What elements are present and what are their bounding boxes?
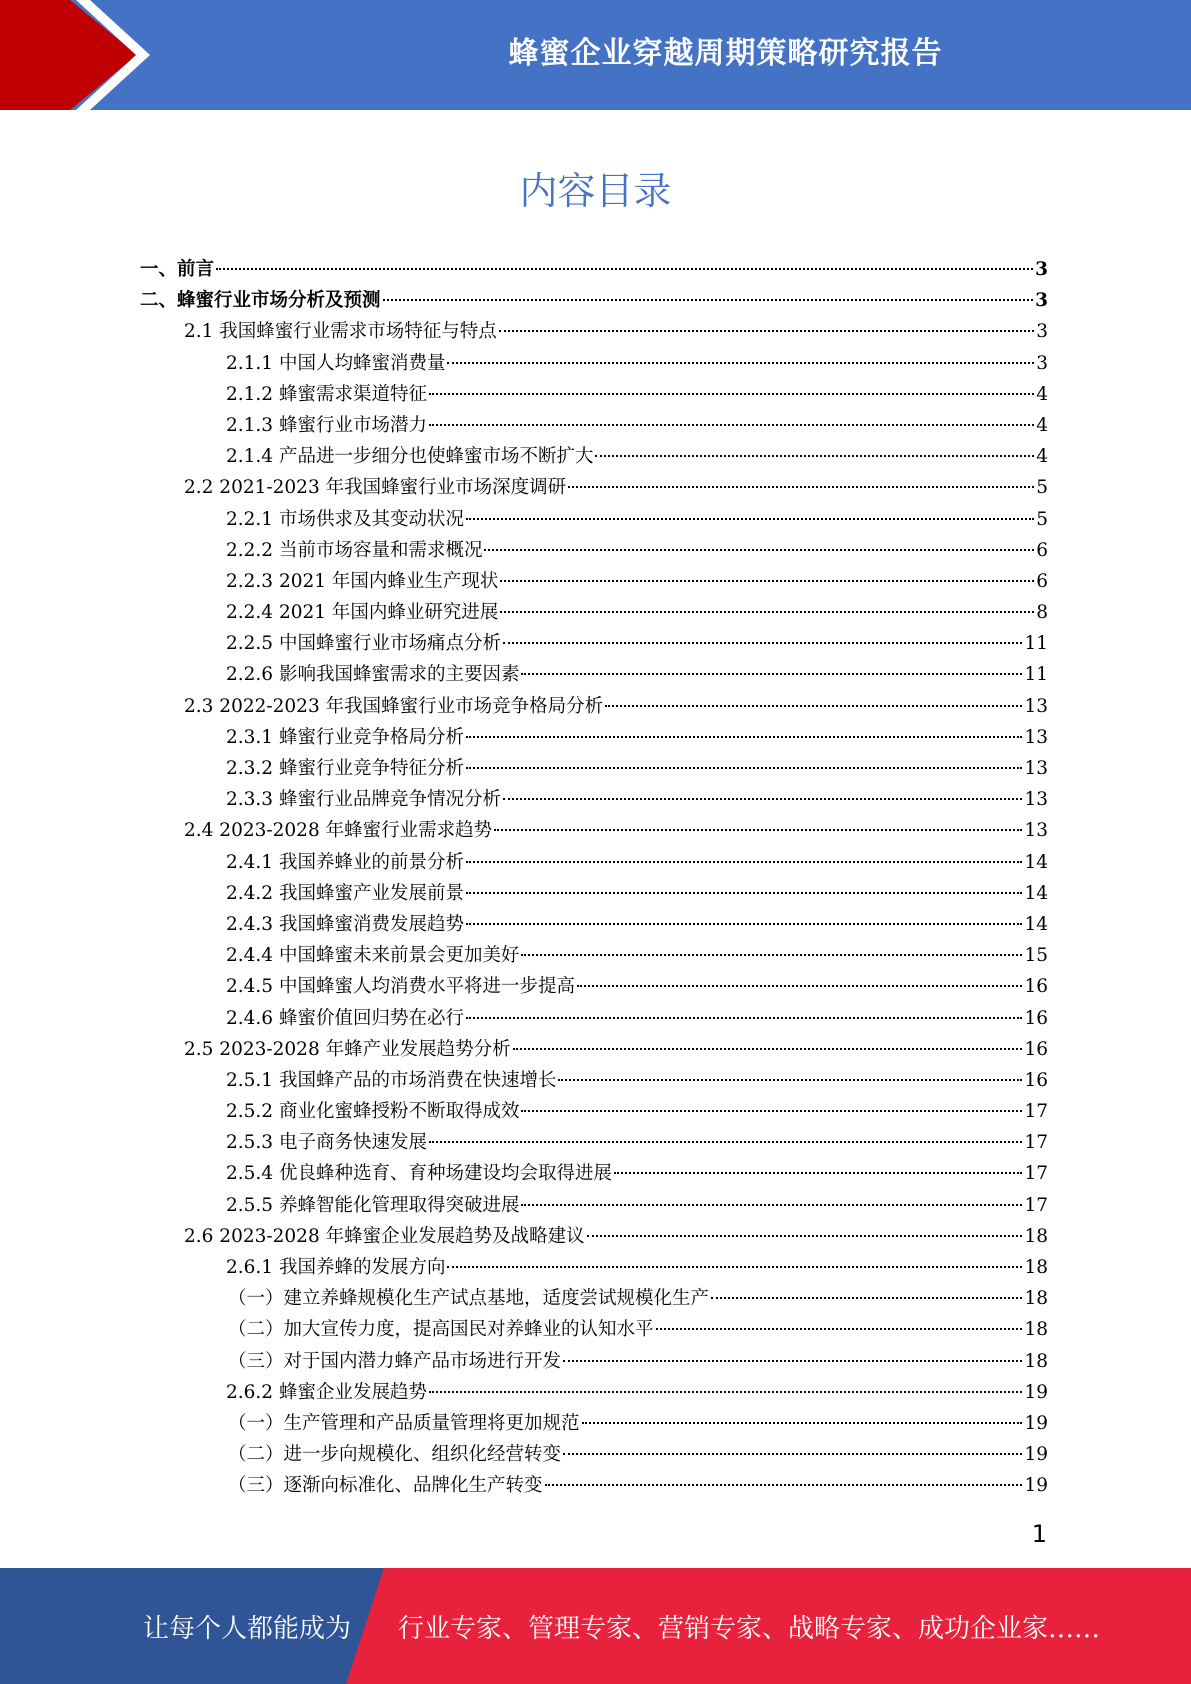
toc-entry-page: 17 <box>1024 1101 1048 1123</box>
toc-entry-text: （一）建立养蜂规模化生产试点基地，适度尝试规模化生产 <box>228 1288 710 1310</box>
toc-entry-text: （二）进一步向规模化、组织化经营转变 <box>228 1444 562 1466</box>
toc-dot-leader <box>513 1048 1023 1050</box>
toc-entry[interactable] <box>140 1158 1048 1189</box>
toc-entry-page: 11 <box>1024 633 1048 655</box>
table-of-contents <box>140 254 1048 1502</box>
page-number: 1 <box>1031 1520 1047 1548</box>
toc-entry[interactable] <box>140 1283 1048 1314</box>
toc-entry-text: 2.6.1 我国养蜂的发展方向 <box>226 1257 446 1278</box>
toc-entry[interactable] <box>140 940 1048 971</box>
toc-entry[interactable] <box>140 316 1048 347</box>
toc-entry[interactable] <box>140 1003 1048 1034</box>
footer-banner <box>0 1568 1191 1684</box>
toc-dot-leader <box>577 985 1022 987</box>
toc-entry-page: 16 <box>1024 1038 1048 1060</box>
toc-entry[interactable] <box>140 1346 1048 1377</box>
toc-entry[interactable] <box>140 815 1048 846</box>
toc-entry-page: 18 <box>1024 1319 1048 1341</box>
toc-entry-page: 17 <box>1024 1194 1048 1216</box>
toc-entry[interactable] <box>140 1221 1048 1252</box>
toc-entry-page: 13 <box>1024 695 1048 717</box>
toc-entry-text: 2.4.1 我国养蜂业的前景分析 <box>226 851 464 873</box>
footer-slogan-right: 行业专家、管理专家、营销专家、战略专家、成功企业家…… <box>398 1613 1101 1644</box>
toc-entry-page: 11 <box>1024 664 1048 686</box>
toc-entry[interactable] <box>140 535 1048 566</box>
toc-entry-page: 3 <box>1036 321 1048 343</box>
toc-dot-leader <box>429 1141 1022 1143</box>
toc-entry[interactable] <box>140 1408 1048 1439</box>
toc-entry[interactable] <box>140 722 1048 753</box>
header-red-arrow <box>0 0 137 110</box>
toc-entry-text: 2.2.1 市场供求及其变动状况 <box>226 508 464 530</box>
toc-entry-text: 2.3.2 蜂蜜行业竞争特征分析 <box>226 758 464 779</box>
toc-dot-leader <box>466 1017 1022 1019</box>
toc-entry-page: 19 <box>1024 1381 1048 1403</box>
toc-entry-page: 18 <box>1024 1225 1048 1247</box>
toc-entry-page: 8 <box>1036 602 1048 624</box>
toc-entry-page: 13 <box>1024 758 1048 779</box>
toc-entry-text: 2.1.3 蜂蜜行业市场潜力 <box>226 414 427 436</box>
toc-entry-page: 19 <box>1024 1444 1048 1466</box>
toc-entry-text: 2.4.4 中国蜂蜜未来前景会更加美好 <box>226 945 520 967</box>
toc-entry[interactable] <box>140 1470 1048 1501</box>
toc-entry[interactable] <box>140 1065 1048 1096</box>
toc-entry-page: 3 <box>1035 259 1048 280</box>
toc-entry-text: 2.3.1 蜂蜜行业竞争格局分析 <box>226 726 464 748</box>
header-banner <box>0 0 1191 110</box>
toc-entry[interactable] <box>140 847 1048 878</box>
toc-entry[interactable] <box>140 971 1048 1002</box>
toc-entry-page: 18 <box>1024 1350 1048 1372</box>
toc-entry-page: 16 <box>1024 976 1048 998</box>
toc-dot-leader <box>466 861 1022 863</box>
toc-entry-text: 2.3 2022-2023 年我国蜂蜜行业市场竞争格局分析 <box>184 695 604 717</box>
toc-dot-leader <box>521 954 1022 956</box>
toc-entry-text: 2.4.2 我国蜂蜜产业发展前景 <box>226 882 464 904</box>
toc-entry[interactable] <box>140 285 1048 316</box>
toc-entry-text: 2.4.3 我国蜂蜜消费发展趋势 <box>226 913 464 935</box>
toc-dot-leader <box>466 736 1022 738</box>
toc-entry[interactable] <box>140 691 1048 722</box>
toc-entry-page: 14 <box>1024 851 1048 873</box>
toc-entry[interactable] <box>140 659 1048 690</box>
toc-dot-leader <box>216 268 1033 270</box>
toc-entry[interactable] <box>140 784 1048 815</box>
toc-entry-text: 2.2.6 影响我国蜂蜜需求的主要因素 <box>226 664 520 686</box>
toc-entry[interactable] <box>140 1096 1048 1127</box>
toc-entry[interactable] <box>140 753 1048 784</box>
toc-entry-page: 14 <box>1024 913 1048 935</box>
toc-entry[interactable] <box>140 472 1048 503</box>
toc-dot-leader <box>503 642 1022 644</box>
toc-dot-leader <box>383 299 1034 301</box>
toc-entry-text: 2.6 2023-2028 年蜂蜜企业发展趋势及战略建议 <box>184 1225 585 1247</box>
toc-entry[interactable] <box>140 1190 1048 1221</box>
toc-entry-text: 2.4.5 中国蜂蜜人均消费水平将进一步提高 <box>226 976 575 998</box>
toc-entry-text: 2.1 我国蜂蜜行业需求市场特征与特点 <box>184 321 497 343</box>
toc-entry-text: 2.5.5 养蜂智能化管理取得突破进展 <box>226 1194 520 1216</box>
toc-entry-text: 一、前言 <box>140 259 215 280</box>
toc-entry-page: 19 <box>1024 1475 1048 1497</box>
toc-entry-page: 14 <box>1024 882 1048 904</box>
toc-entry-text: 2.1.1 中国人均蜂蜜消费量 <box>226 352 446 374</box>
toc-entry[interactable] <box>140 1127 1048 1158</box>
toc-entry-page: 13 <box>1024 789 1048 811</box>
toc-entry-page: 17 <box>1024 1163 1048 1185</box>
toc-entry-page: 6 <box>1036 570 1048 592</box>
toc-entry-text: 2.5.1 我国蜂产品的市场消费在快速增长 <box>226 1069 557 1091</box>
toc-dot-leader <box>711 1297 1022 1299</box>
toc-dot-leader <box>656 1328 1023 1330</box>
toc-dot-leader <box>521 1110 1022 1112</box>
toc-dot-leader <box>494 829 1022 831</box>
toc-entry-text: 2.4 2023-2028 年蜂蜜行业需求趋势 <box>184 820 493 842</box>
toc-entry[interactable] <box>140 410 1048 441</box>
toc-entry-text: （二）加大宣传力度，提高国民对养蜂业的认知水平 <box>228 1319 654 1341</box>
toc-entry-text: 二、蜂蜜行业市场分析及预测 <box>140 290 381 312</box>
toc-dot-leader <box>605 705 1022 707</box>
toc-entry-page: 19 <box>1024 1412 1048 1434</box>
toc-entry-page: 17 <box>1024 1132 1048 1154</box>
toc-dot-leader <box>563 1453 1022 1455</box>
toc-entry[interactable] <box>140 1252 1048 1283</box>
toc-entry-page: 4 <box>1036 446 1048 468</box>
toc-entry-text: 2.1.2 蜂蜜需求渠道特征 <box>226 383 427 405</box>
toc-entry-page: 18 <box>1024 1257 1048 1278</box>
toc-dot-leader <box>466 923 1022 925</box>
toc-entry[interactable] <box>140 504 1048 535</box>
toc-entry-text: 2.5 2023-2028 年蜂产业发展趋势分析 <box>184 1038 511 1060</box>
toc-dot-leader <box>587 1235 1023 1237</box>
toc-entry[interactable] <box>140 1439 1048 1470</box>
report-title: 蜂蜜企业穿越周期策略研究报告 <box>508 36 943 71</box>
toc-dot-leader <box>429 1391 1022 1393</box>
toc-entry[interactable] <box>140 566 1048 597</box>
toc-dot-leader <box>595 455 1034 457</box>
toc-dot-leader <box>582 1422 1023 1424</box>
toc-entry-text: 2.2.4 2021 年国内蜂业研究进展 <box>226 602 499 624</box>
toc-entry-text: 2.5.4 优良蜂种选育、育种场建设均会取得进展 <box>226 1163 612 1185</box>
toc-dot-leader <box>447 362 1034 364</box>
toc-entry[interactable] <box>140 441 1048 472</box>
toc-entry-page: 3 <box>1036 352 1048 374</box>
toc-entry-text: （一）生产管理和产品质量管理将更加规范 <box>228 1412 580 1434</box>
toc-dot-leader <box>568 486 1034 488</box>
toc-entry-page: 13 <box>1024 726 1048 748</box>
toc-dot-leader <box>521 1204 1022 1206</box>
toc-dot-leader <box>500 580 1034 582</box>
toc-entry-text: 2.6.2 蜂蜜企业发展趋势 <box>226 1381 427 1403</box>
toc-entry-page: 15 <box>1024 945 1048 967</box>
toc-dot-leader <box>466 892 1022 894</box>
toc-dot-leader <box>563 1360 1022 1362</box>
toc-entry-page: 6 <box>1036 539 1048 561</box>
toc-dot-leader <box>429 424 1034 426</box>
toc-entry[interactable] <box>140 348 1048 379</box>
toc-entry-text: 2.2.3 2021 年国内蜂业生产现状 <box>226 570 499 592</box>
toc-entry[interactable] <box>140 379 1048 410</box>
toc-entry-text: 2.5.3 电子商务快速发展 <box>226 1132 427 1154</box>
toc-entry-text: 2.2 2021-2023 年我国蜂蜜行业市场深度调研 <box>184 477 567 499</box>
toc-title: 内容目录 <box>519 169 672 213</box>
toc-entry-text: 2.1.4 产品进一步细分也使蜂蜜市场不断扩大 <box>226 446 594 468</box>
toc-entry[interactable] <box>140 1314 1048 1345</box>
toc-entry-text: （三）对于国内潜力蜂产品市场进行开发 <box>228 1350 562 1372</box>
toc-dot-leader <box>521 673 1022 675</box>
toc-dot-leader <box>466 767 1022 769</box>
toc-entry-page: 4 <box>1036 383 1048 405</box>
toc-dot-leader <box>499 330 1034 332</box>
toc-dot-leader <box>503 798 1022 800</box>
toc-dot-leader <box>614 1172 1022 1174</box>
toc-dot-leader <box>484 549 1034 551</box>
toc-entry-page: 5 <box>1036 477 1048 499</box>
toc-entry-text: 2.3.3 蜂蜜行业品牌竞争情况分析 <box>226 789 501 811</box>
toc-dot-leader <box>447 1266 1022 1268</box>
toc-entry[interactable] <box>140 878 1048 909</box>
toc-entry-text: 2.2.2 当前市场容量和需求概况 <box>226 539 483 561</box>
toc-entry-page: 18 <box>1024 1288 1048 1310</box>
toc-dot-leader <box>500 611 1034 613</box>
toc-entry-page: 13 <box>1024 820 1048 842</box>
toc-entry[interactable] <box>140 1377 1048 1408</box>
toc-dot-leader <box>558 1079 1022 1081</box>
toc-entry-text: 2.2.5 中国蜂蜜行业市场痛点分析 <box>226 633 501 655</box>
toc-entry-text: （三）逐渐向标准化、品牌化生产转变 <box>228 1475 543 1497</box>
toc-entry[interactable] <box>140 909 1048 940</box>
toc-entry-page: 16 <box>1024 1069 1048 1091</box>
toc-entry[interactable] <box>140 597 1048 628</box>
toc-entry-text: 2.4.6 蜂蜜价值回归势在必行 <box>226 1007 464 1029</box>
toc-entry[interactable] <box>140 628 1048 659</box>
toc-entry-page: 4 <box>1036 414 1048 436</box>
toc-entry-page: 3 <box>1035 290 1048 312</box>
toc-entry-text: 2.5.2 商业化蜜蜂授粉不断取得成效 <box>226 1101 520 1123</box>
toc-entry-page: 16 <box>1024 1007 1048 1029</box>
toc-entry-page: 5 <box>1036 508 1048 530</box>
footer-slogan-left: 让每个人都能成为 <box>143 1613 352 1644</box>
toc-dot-leader <box>429 393 1034 395</box>
toc-dot-leader <box>545 1484 1023 1486</box>
toc-entry[interactable] <box>140 1034 1048 1065</box>
toc-dot-leader <box>466 518 1034 520</box>
toc-entry[interactable] <box>140 254 1048 285</box>
